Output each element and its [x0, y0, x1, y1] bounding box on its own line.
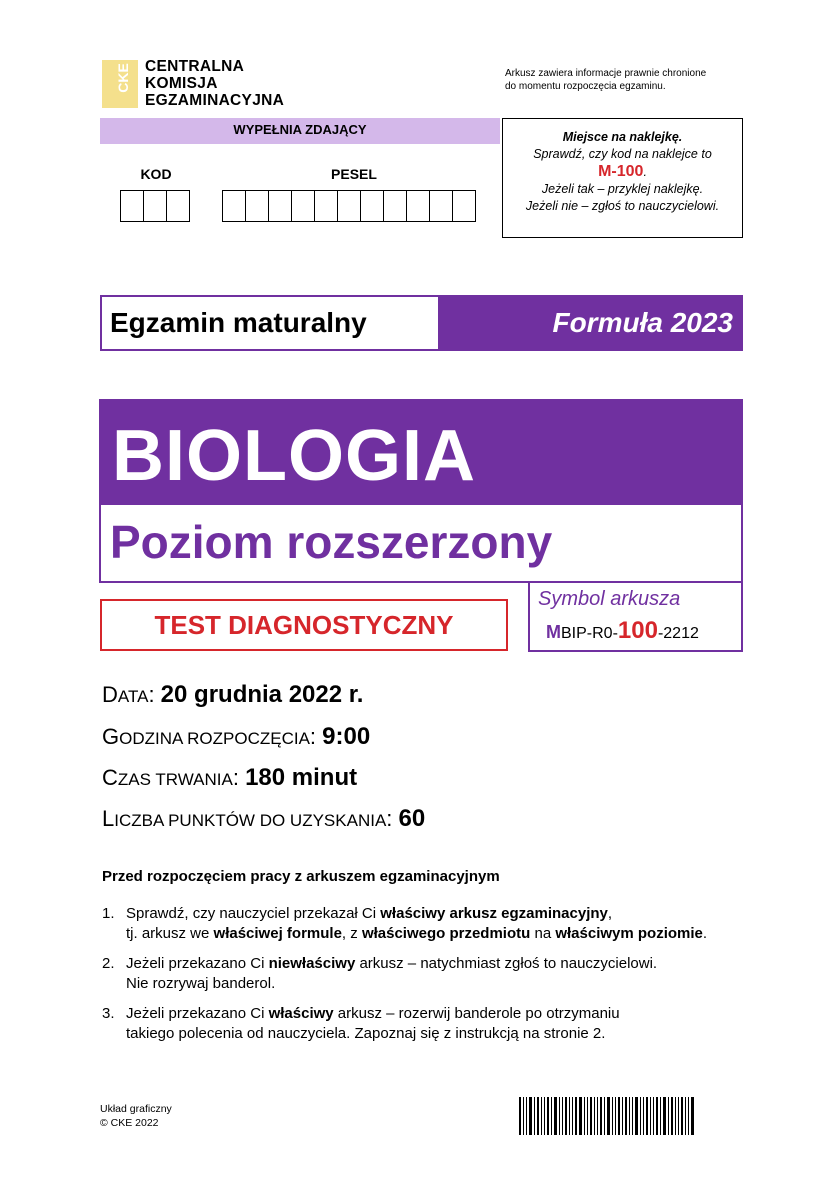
sticker-title: Miejsce na naklejkę. [562, 130, 683, 144]
barcode-bar [541, 1097, 542, 1135]
info-label-cap: G [102, 724, 120, 749]
sticker-code: M-100 [598, 163, 644, 180]
symbol-number: 100 [617, 617, 658, 644]
instruction-item [102, 1004, 742, 1044]
kod-input-boxes[interactable] [120, 190, 189, 222]
barcode-bar [646, 1097, 648, 1135]
test-label: TEST DIAGNOSTYCZNY [100, 599, 508, 651]
barcode-bar [575, 1097, 577, 1135]
barcode-bar [607, 1097, 610, 1135]
barcode-bar [579, 1097, 582, 1135]
subject-level: Poziom rozszerzony [110, 516, 553, 568]
symbol-part: BIP-R0- [561, 625, 618, 642]
pesel-digit-box[interactable] [245, 190, 269, 222]
barcode-bar [587, 1097, 588, 1135]
pesel-digit-box[interactable] [360, 190, 384, 222]
barcode-bar [681, 1097, 683, 1135]
barcode-bar [615, 1097, 616, 1135]
subject-title: BIOLOGIA [112, 416, 476, 496]
barcode-bar [569, 1097, 570, 1135]
instruction-text: Sprawdź, czy nauczyciel przekazał Ci właściwy arkusz egzaminacyjny, tj. arkusz we właściwej formule, z właściwego przedmiotu na właściwym poziomie. [126, 905, 708, 942]
barcode-bar [622, 1097, 623, 1135]
cke-logo-text [145, 58, 284, 109]
footer-line: © CKE 2022 [100, 1117, 159, 1129]
info-value: 180 minut [245, 764, 358, 791]
pesel-digit-box[interactable] [429, 190, 453, 222]
instruction-text: Jeżeli przekazano Ci właściwy arkusz – rozerwij banderole po otrzymaniu takiego polecenia od nauczyciela. Zapoznaj się z instrukcją na stronie 2. [126, 1005, 620, 1042]
pesel-digit-box[interactable] [337, 190, 361, 222]
info-label-rest: ODZINA ROZPOCZĘCIA [119, 729, 310, 748]
pesel-digit-box[interactable] [406, 190, 430, 222]
instruction-text: Jeżeli przekazano Ci niewłaściwy arkusz – natychmiast zgłoś to nauczycielowi. Nie rozrywaj banderol. [126, 955, 658, 992]
sticker-line: Jeżeli tak – przyklej naklejkę. [541, 182, 704, 196]
barcode-bar [572, 1097, 573, 1135]
exam-name: Egzamin maturalny [102, 297, 438, 349]
barcode-bar [685, 1097, 686, 1135]
barcode-bar [534, 1097, 535, 1135]
info-value: 20 grudnia 2022 r. [160, 681, 364, 708]
instruction-item [102, 904, 742, 944]
sticker-line: Sprawdź, czy kod na naklejce to [533, 147, 712, 161]
footer-line: Układ graficzny [100, 1103, 172, 1115]
symbol-prefix: M [546, 622, 561, 642]
logo-line: KOMISJA [145, 75, 218, 92]
barcode-bar [523, 1097, 524, 1135]
barcode-bar [604, 1097, 605, 1135]
barcode-bar [547, 1097, 549, 1135]
barcode-bar [551, 1097, 552, 1135]
info-points: LICZBA PUNKTÓW DO UZYSKANIA: 60 [102, 805, 426, 832]
pesel-label: PESEL [331, 166, 377, 182]
instruction-number: 3. [102, 1005, 115, 1022]
info-date: DATA: 20 grudnia 2022 r. [102, 681, 364, 708]
notice-line: do momentu rozpoczęcia egzaminu. [505, 81, 666, 92]
info-duration: CZAS TRWANIA: 180 minut [102, 764, 358, 791]
pesel-digit-box[interactable] [291, 190, 315, 222]
sticker-code-suffix: . [643, 165, 647, 179]
info-label-cap: D [102, 682, 118, 707]
instructions-heading: Przed rozpoczęciem pracy z arkuszem egzaminacyjnym [102, 868, 500, 885]
cke-logo-mark [102, 60, 138, 108]
pesel-digit-box[interactable] [314, 190, 338, 222]
barcode-bar [668, 1097, 669, 1135]
instruction-number: 1. [102, 905, 115, 922]
sticker-placeholder [502, 118, 743, 238]
logo-line: EGZAMINACYJNA [145, 92, 285, 109]
barcode-bar [688, 1097, 689, 1135]
barcode-bar [526, 1097, 527, 1135]
barcode-bar [554, 1097, 557, 1135]
info-value: 9:00 [322, 723, 371, 750]
info-label-cap: L [102, 806, 115, 831]
barcode-bar [656, 1097, 658, 1135]
barcode-bar [597, 1097, 598, 1135]
info-label-rest: ICZBA PUNKTÓW DO UZYSKANIA [114, 811, 387, 830]
barcode-bar [600, 1097, 602, 1135]
barcode-bar [562, 1097, 563, 1135]
barcode-bar [618, 1097, 620, 1135]
barcode-bar [675, 1097, 676, 1135]
barcode-bar [544, 1097, 545, 1135]
symbol-code [546, 617, 699, 645]
barcode-bar [663, 1097, 666, 1135]
barcode-bar [660, 1097, 661, 1135]
barcode-bar [537, 1097, 539, 1135]
barcode-bar [635, 1097, 638, 1135]
barcode-bar [640, 1097, 641, 1135]
barcode-bar [590, 1097, 592, 1135]
kod-digit-box[interactable] [166, 190, 190, 222]
info-start-time: GODZINA ROZPOCZĘCIA: 9:00 [102, 723, 371, 750]
logo-line: CENTRALNA [145, 58, 245, 75]
barcode-bar [565, 1097, 567, 1135]
kod-digit-box[interactable] [143, 190, 167, 222]
info-value: 60 [398, 805, 426, 832]
barcode-bar [678, 1097, 679, 1135]
barcode-bar [691, 1097, 694, 1135]
pesel-digit-box[interactable] [268, 190, 292, 222]
barcode-bar [625, 1097, 627, 1135]
symbol-suffix: -2212 [657, 625, 699, 642]
symbol-label: Symbol arkusza [538, 588, 681, 610]
kod-label: KOD [140, 166, 172, 182]
barcode-bar [629, 1097, 630, 1135]
pesel-digit-box[interactable] [222, 190, 246, 222]
barcode [519, 1097, 742, 1135]
info-label-rest: ZAS TRWANIA [117, 770, 233, 789]
barcode-bar [584, 1097, 585, 1135]
barcode-bar [643, 1097, 644, 1135]
instructions-list [102, 904, 742, 1054]
info-label-rest: ATA [117, 687, 149, 706]
pesel-input-boxes[interactable] [222, 190, 475, 222]
barcode-bar [632, 1097, 633, 1135]
legal-notice [505, 67, 706, 93]
info-label-cap: C [102, 765, 118, 790]
barcode-bar [671, 1097, 673, 1135]
sticker-line: Jeżeli nie – zgłoś to nauczycielowi. [525, 199, 720, 213]
barcode-bar [612, 1097, 613, 1135]
logo-mark-letters: CKE [114, 63, 131, 93]
barcode-bar [529, 1097, 532, 1135]
barcode-bar [594, 1097, 595, 1135]
notice-line: Arkusz zawiera informacje prawnie chronione [505, 68, 707, 79]
pesel-digit-box[interactable] [452, 190, 476, 222]
instruction-item [102, 954, 742, 994]
exam-formula: Formuła 2023 [438, 297, 741, 349]
candidate-header: WYPEŁNIA ZDAJĄCY [233, 122, 367, 137]
barcode-bar [559, 1097, 560, 1135]
instruction-number: 2. [102, 955, 115, 972]
barcode-bar [650, 1097, 651, 1135]
barcode-bar [653, 1097, 654, 1135]
pesel-digit-box[interactable] [383, 190, 407, 222]
barcode-bar [519, 1097, 521, 1135]
kod-digit-box[interactable] [120, 190, 144, 222]
footer-credit [100, 1102, 172, 1130]
